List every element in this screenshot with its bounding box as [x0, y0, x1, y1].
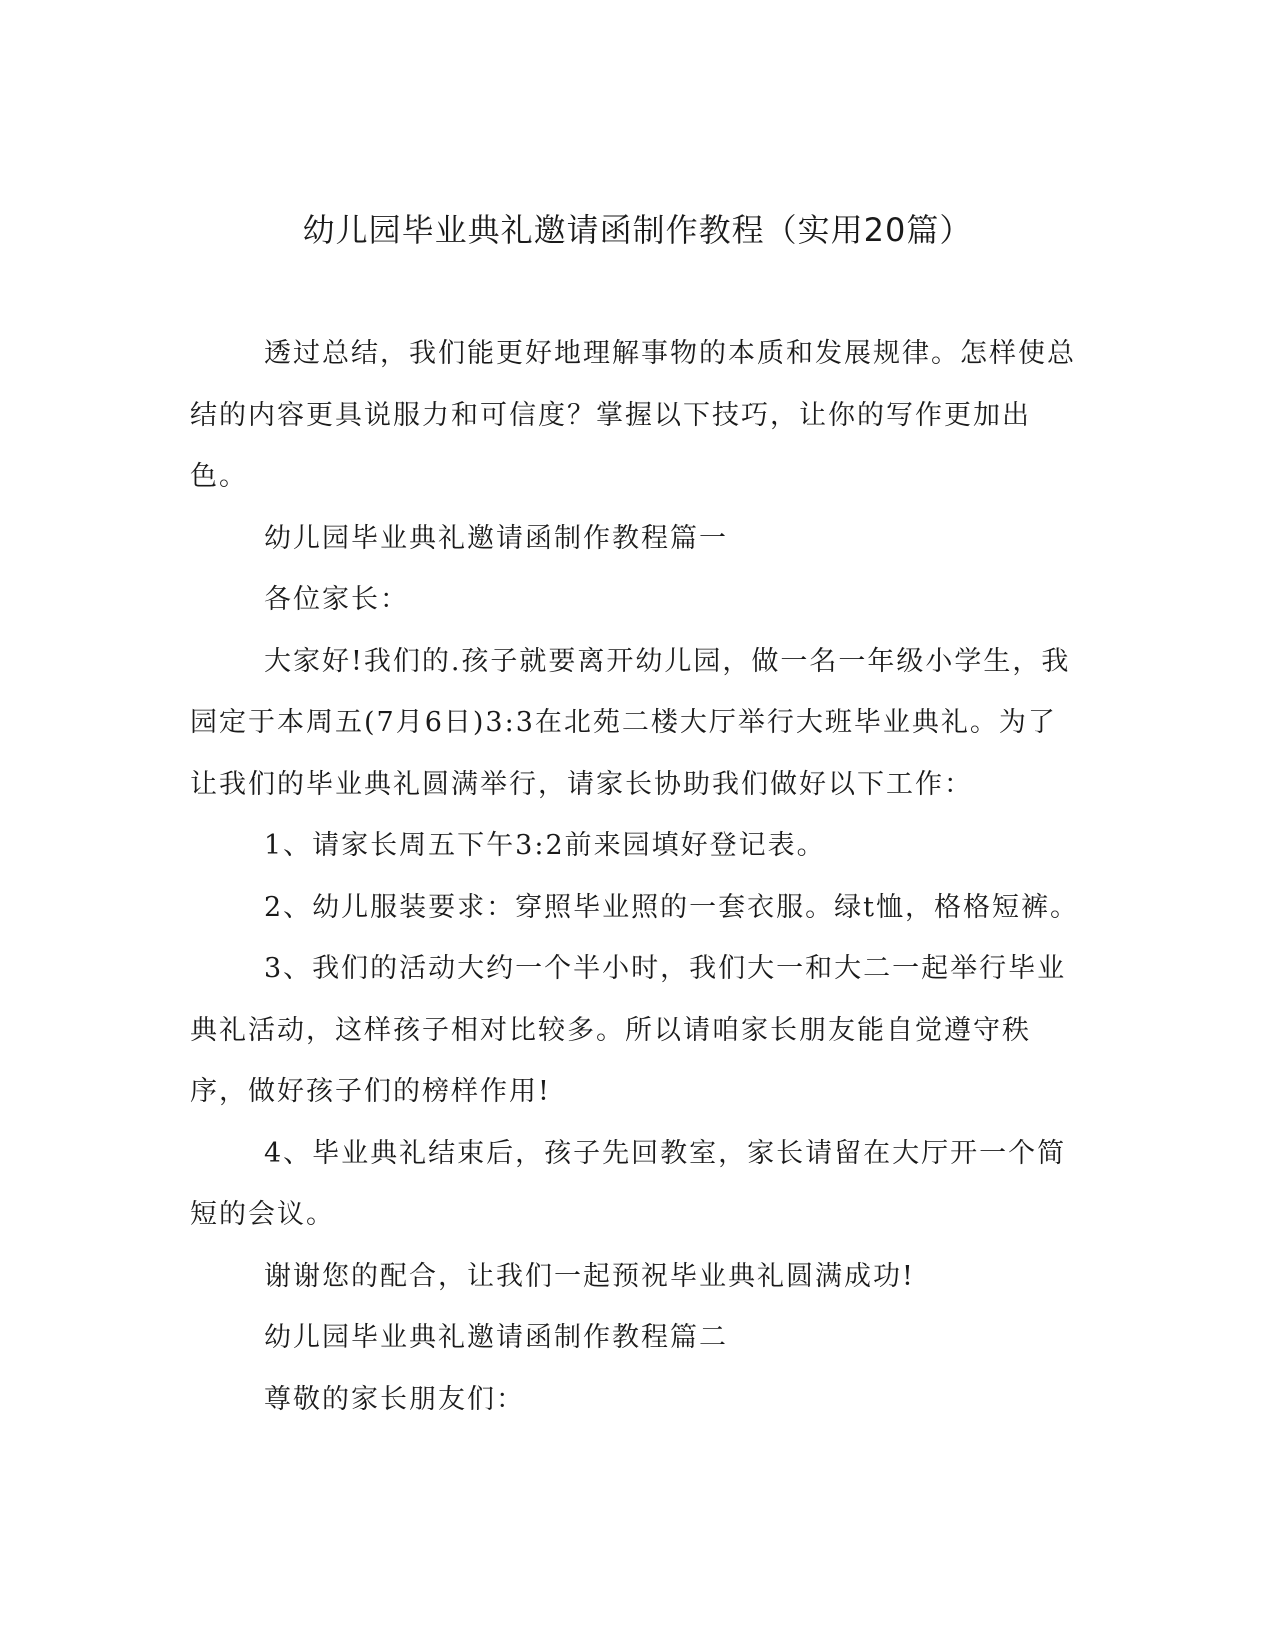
list-item-1: 1、请家长周五下午3:2前来园填好登记表。: [264, 830, 826, 861]
salutation-2: 尊敬的家长朋友们：: [264, 1383, 525, 1415]
intro-paragraph: 透过总结，我们能更好地理解事物的本质和发展规律。怎样使总结的内容更具说服力和可信度？掌握以下技巧，让你的写作更加出色。: [190, 338, 1076, 492]
section-heading-1: 幼儿园毕业典礼邀请函制作教程篇一: [264, 522, 728, 554]
closing-paragraph: 谢谢您的配合，让我们一起预祝毕业典礼圆满成功!: [264, 1260, 915, 1292]
section-heading-2: 幼儿园毕业典礼邀请函制作教程篇二: [264, 1322, 728, 1353]
salutation: 各位家长：: [264, 584, 409, 615]
list-item-4: 4、毕业典礼结束后，孩子先回教室，家长请留在大厅开一个简短的会议。: [190, 1137, 1067, 1230]
body-paragraph: 大家好!我们的.孩子就要离开幼儿园，做一名一年级小学生，我园定于本周五(7月6日)3:3在北苑二楼大厅举行大班毕业典礼。为了让我们的毕业典礼圆满举行，请家长协助我们做好以下工作：: [190, 645, 1071, 800]
document-body: [190, 323, 1085, 1430]
list-item-2: 2、幼儿服装要求：穿照毕业照的一套衣服。绿t恤，格格短裤。: [264, 891, 1080, 923]
list-item-3: 3、我们的活动大约一个半小时，我们大一和大二一起举行毕业典礼活动，这样孩子相对比较多。所以请咱家长朋友能自觉遵守秩序，做好孩子们的榜样作用!: [190, 953, 1067, 1107]
document-title: 幼儿园毕业典礼邀请函制作教程（实用20篇）: [302, 211, 973, 249]
